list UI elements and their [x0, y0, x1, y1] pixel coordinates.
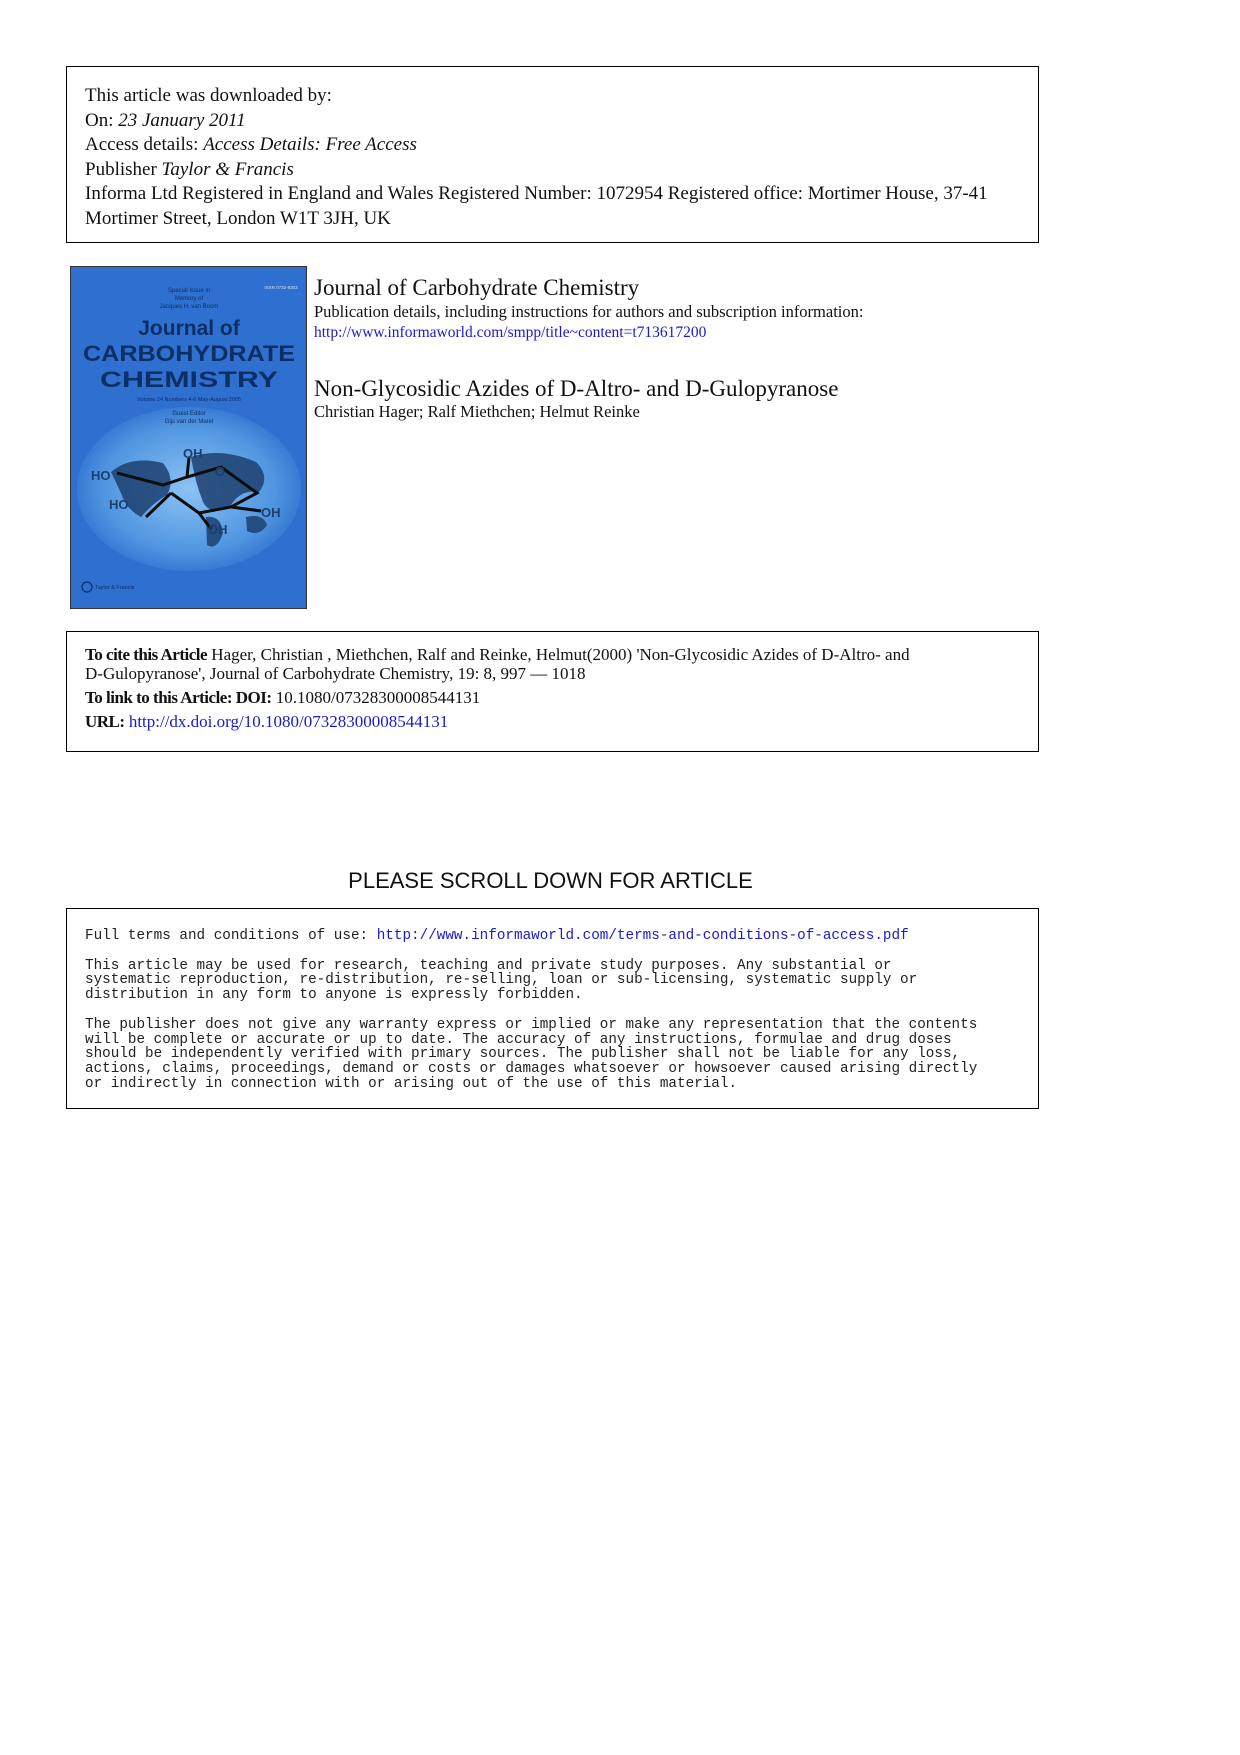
cover-title-line2: CARBOHYDRATE: [83, 341, 295, 366]
cite-label: To cite this Article: [85, 645, 208, 664]
terms-header: [85, 929, 1020, 944]
doi-label: To link to this Article: DOI:: [85, 688, 272, 707]
cover-structure-label: OH: [183, 446, 203, 461]
cite-text: Hager, Christian , Miethchen, Ralf and Reinke, Helmut(2000) 'Non-Glycosidic Azides of D-Altro- and: [211, 645, 910, 664]
cover-issn: ISSN 0732-8303: [264, 285, 298, 290]
citation-box: [66, 631, 1039, 752]
url-label: URL:: [85, 712, 125, 731]
terms-url-link[interactable]: http://www.informaworld.com/terms-and-conditions-of-access.pdf: [376, 928, 909, 944]
cover-structure-label: HO: [91, 468, 111, 483]
download-date-label: On:: [85, 109, 114, 131]
cover-special-issue-line: Memory of: [174, 296, 204, 302]
doi-value: 10.1080/07328300008544131: [275, 688, 481, 707]
journal-url-link[interactable]: http://www.informaworld.com/smpp/title~content=t713617200: [314, 324, 707, 341]
terms-line: actions, claims, proceedings, demand or costs or damages whatsoever or howsoever caused arising directly: [85, 1061, 978, 1078]
cover-structure-label: O: [215, 464, 226, 479]
publisher-row: [85, 158, 1020, 183]
cover-volume-info: Volume 24 Numbers 4-6 May-August 2005: [137, 397, 241, 403]
publisher-label: Publisher: [85, 158, 157, 180]
cover-structure-label: OH: [261, 505, 281, 520]
citation-row: [85, 645, 1020, 664]
terms-line: will be complete or accurate or up to date. The accuracy of any instructions, formulae and drug doses: [85, 1031, 952, 1048]
cover-structure-label: OH: [208, 522, 228, 537]
terms-line: systematic reproduction, re-distribution, re-selling, loan or sub-licensing, systematic supply or: [85, 972, 918, 989]
cover-special-issue-line: Special Issue in: [167, 288, 211, 294]
terms-line: distribution in any form to anyone is expressly forbidden.: [85, 987, 583, 1004]
cite-text-continued: D-Gulopyranose', Journal of Carbohydrate Chemistry, 19: 8, 997 — 1018: [85, 664, 586, 683]
terms-line: This article may be used for research, teaching and private study purposes. Any substantial or: [85, 957, 892, 974]
cover-structure-label: HO: [109, 497, 129, 512]
publication-details: Publication details, including instructions for authors and subscription information:: [314, 302, 864, 321]
terms-line: should be independently verified with primary sources. The publisher shall not be liable for any loss,: [85, 1046, 961, 1063]
cover-publisher-logo-text: Taylor & Francis: [95, 585, 135, 591]
terms-box: [66, 908, 1039, 1109]
terms-label: Full terms and conditions of use:: [85, 928, 369, 944]
article-title: Non-Glycosidic Azides of D-Altro- and D-Gulopyranose: [314, 376, 839, 401]
url-row: [85, 712, 1020, 731]
journal-cover-graphic: [71, 267, 307, 609]
journal-title: Journal of Carbohydrate Chemistry: [314, 275, 640, 300]
cover-title-line1: Journal of: [138, 317, 240, 340]
terms-paragraph: [85, 1018, 1020, 1092]
cover-special-issue-line: Jacques H. van Boom: [159, 304, 219, 310]
article-authors: Christian Hager; Ralf Miethchen; Helmut Reinke: [314, 402, 640, 421]
registration-text: Informa Ltd Registered in England and Wales Registered Number: 1072954 Registered office: Mortimer House, 37-41 Mortimer Street, London W1T 3JH, UK: [85, 183, 988, 229]
terms-line: or indirectly in connection with or arising out of the use of this material.: [85, 1075, 738, 1092]
publisher-value: Taylor & Francis: [161, 158, 294, 180]
download-notice-box: [66, 66, 1039, 243]
cover-guest-editor-label: Guest Editor: [172, 411, 206, 417]
access-details-value: Access Details: Free Access: [203, 134, 417, 155]
cover-title-line3: CHEMISTRY: [100, 367, 279, 392]
access-details-label: Access details:: [85, 134, 199, 155]
terms-line: The publisher does not give any warranty express or implied or make any representation that the contents: [85, 1016, 978, 1033]
download-notice-line: This article was downloaded by:: [85, 85, 332, 106]
scroll-down-notice: PLEASE SCROLL DOWN FOR ARTICLE: [348, 868, 753, 893]
terms-paragraph: [85, 959, 1020, 1003]
journal-cover-image: [70, 266, 307, 609]
doi-url-link[interactable]: http://dx.doi.org/10.1080/07328300008544131: [128, 712, 449, 731]
doi-row: [85, 688, 1020, 707]
download-date-value: 23 January 2011: [118, 109, 246, 131]
download-date-row: [85, 109, 1020, 134]
cover-guest-editor-name: Gijs van der Marel: [164, 419, 214, 425]
cover-globe: [77, 407, 301, 571]
access-details-row: [85, 133, 1020, 158]
